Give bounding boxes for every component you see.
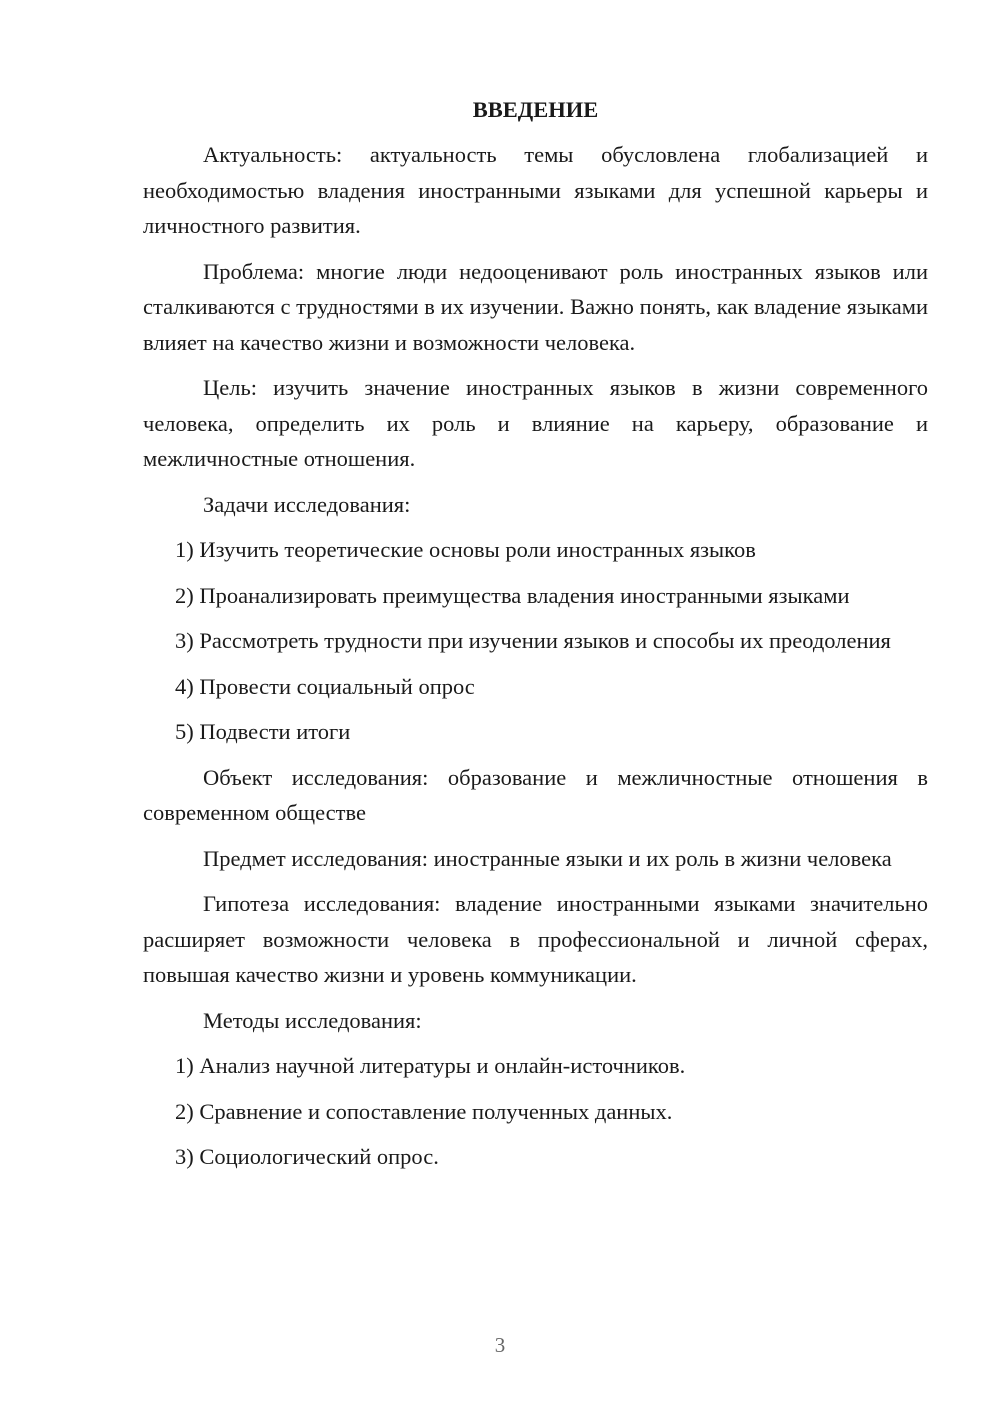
goal-paragraph: Цель: изучить значение иностранных языков в жизни современного человека, определить их роль и влияние на карьеру, образование и межличностные отношения. [143,375,928,471]
method-item-2: 2) Сравнение и сопоставление полученных данных. [175,1098,673,1124]
tasks-heading: Задачи исследования: [203,491,411,517]
task-item-5: 5) Подвести итоги [175,719,351,744]
problem-paragraph: Проблема: многие люди недооценивают роль иностранных языков или сталкиваются с трудностями в их изучении. Важно понять, как владение языками влияет на качество жизни и возможности человека. [143,258,928,355]
task-item-3: 3) Рассмотреть трудности при изучении языков и способы их преодоления [175,628,891,653]
task-item-1: 1) Изучить теоретические основы роли иностранных языков [175,537,756,562]
method-item-3: 3) Социологический опрос. [175,1144,439,1169]
methods-heading: Методы исследования: [203,1007,422,1033]
relevance-paragraph: Актуальность: актуальность темы обусловлена глобализацией и необходимостью владения иностранными языками для успешной карьеры и личностного развития. [143,142,928,238]
task-item-2: 2) Проанализировать преимущества владения иностранными языками [175,582,850,608]
subject-paragraph: Предмет исследования: иностранные языки и их роль в жизни человека [203,845,892,871]
task-item-4: 4) Провести социальный опрос [175,673,475,699]
section-title: ВВЕДЕНИЕ [472,97,599,122]
document-page [143,92,928,1185]
object-paragraph: Объект исследования: образование и межличностные отношения в современном обществе [143,764,928,825]
hypothesis-paragraph: Гипотеза исследования: владение иностранными языками значительно расширяет возможности человека в профессиональной и личной сферах, повышая качество жизни и уровень коммуникации. [143,891,928,987]
method-item-1: 1) Анализ научной литературы и онлайн-источников. [175,1053,686,1078]
page-number: 3 [494,1333,506,1357]
